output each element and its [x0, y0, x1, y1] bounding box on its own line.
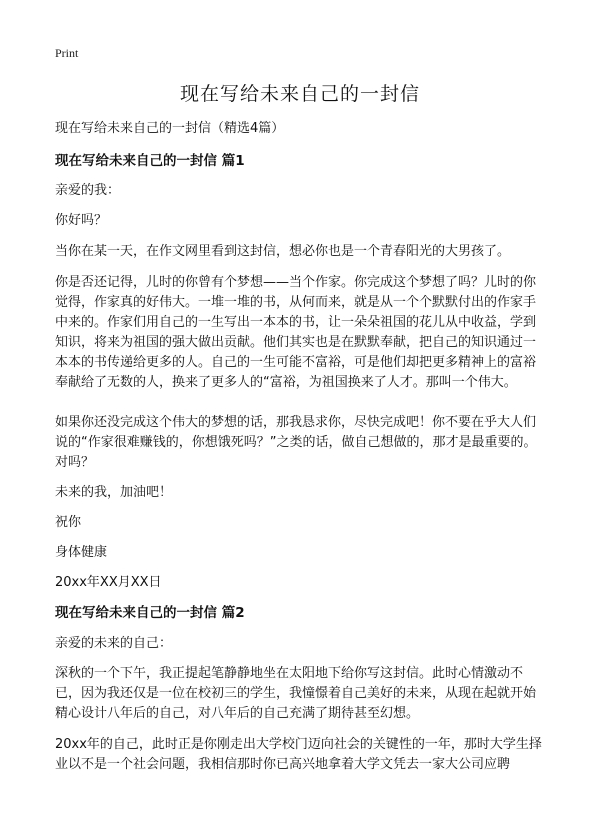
print-label[interactable]: Print	[55, 46, 79, 60]
document-subtitle: 现在写给未来自己的一封信（精选4篇）	[55, 121, 285, 136]
section-1-paragraph: 如果你还没完成这个伟大的梦想的话，那我恳求你，尽快完成吧！你不要在乎大人们说的“作家很难赚钱的，你想饿死吗？”之类的话，做自己想做的，那才是最重要的。对吗？	[55, 415, 537, 470]
section-1-paragraph: 身体健康	[55, 545, 108, 560]
section-2-paragraph: 深秋的一个下午，我正提起笔静静地坐在太阳地下给你写这封信。此时心情激动不已，因为我还仅是一位在校初三的学生，我憧憬着自己美好的未来，从现在起就开始精心设计八年后的自己，对八年后的自己充满了期待甚至幻想。	[55, 666, 537, 721]
section-1-paragraph: 当你在某一天，在作文网里看到这封信，想必你也是一个青春阳光的大男孩了。	[55, 244, 511, 259]
section-2-paragraph: 20xx年的自己，此时正是你刚走出大学校门迈向社会的关键性的一年，那时大学生择业以不是一个社会问题，我相信那时你已高兴地拿着大学文凭去一家大公司应聘	[55, 737, 542, 772]
section-1-paragraph: 你是否还记得，儿时的你曾有个梦想——当个作家。你完成这个梦想了吗？儿时的你觉得，作家真的好伟大。一堆一堆的书，从何而来，就是从一个个默默付出的作家手中来的。作家们用自己的一生写出一本本的书，让一朵朵祖国的花儿从中收益，学到知识，将来为祖国的强大做出贡献。他们其实也是在默默奉献，把自己的知识通过一本本的书传递给更多的人。自己的一生可能不富裕，可是他们却把更多精神上的富裕奉献给了无数的人，换来了更多人的“富裕，为祖国换来了人才。那叫一个伟大。	[55, 275, 537, 390]
section-1-paragraph: 祝你	[55, 515, 82, 530]
section-2-paragraph: 亲爱的未来的自己：	[55, 636, 173, 651]
section-1-paragraph: 你好吗？	[55, 213, 108, 228]
section-2-heading: 现在写给未来自己的一封信 篇2	[55, 605, 245, 621]
section-1-date: 20xx年XX月XX日	[55, 575, 162, 590]
section-1-heading: 现在写给未来自己的一封信 篇1	[55, 153, 245, 169]
document-title: 现在写给未来自己的一封信	[179, 83, 420, 105]
section-1-paragraph: 亲爱的我：	[55, 183, 121, 198]
section-1-paragraph: 未来的我，加油吧！	[55, 485, 173, 500]
